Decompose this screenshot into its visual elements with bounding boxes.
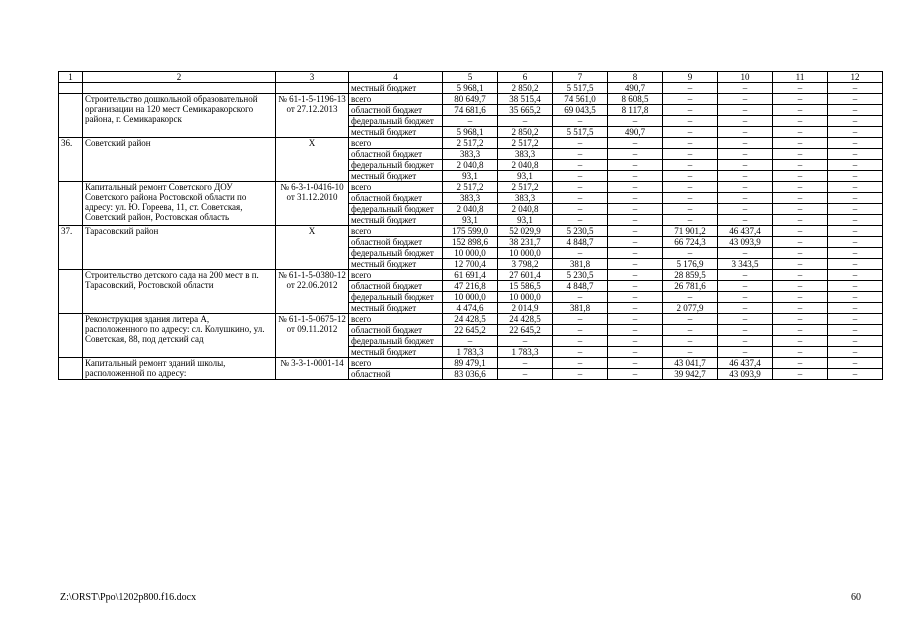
value-cell: – [718,303,773,314]
value-cell: – [663,127,718,138]
column-header: 8 [608,72,663,83]
budget-source: всего [349,138,443,149]
value-cell: 3 798,2 [498,259,553,270]
value-cell: 2 040,8 [498,204,553,215]
value-cell: – [663,336,718,347]
value-cell: 26 781,6 [663,281,718,292]
budget-source: всего [349,182,443,193]
row-number [59,83,83,94]
value-cell: 38 231,7 [498,237,553,248]
value-cell: – [663,325,718,336]
column-header: 10 [718,72,773,83]
row-number [59,314,83,358]
value-cell: – [828,314,883,325]
row-number [59,182,83,226]
value-cell: – [608,138,663,149]
value-cell: – [828,325,883,336]
value-cell: – [553,215,608,226]
value-cell: – [608,358,663,369]
value-cell: 10 000,0 [443,248,498,259]
value-cell: – [718,248,773,259]
value-cell: 46 437,4 [718,226,773,237]
value-cell: – [828,94,883,105]
value-cell: 69 043,5 [553,105,608,116]
value-cell: – [663,193,718,204]
value-cell: 2 850,2 [498,83,553,94]
value-cell: – [608,281,663,292]
value-cell: 1 783,3 [443,347,498,358]
value-cell: 383,3 [443,149,498,160]
value-cell: – [773,127,828,138]
value-cell: 4 848,7 [553,237,608,248]
value-cell: – [828,215,883,226]
object-name: Реконструкция здания литера А, расположенного по адресу: сл. Колушкино, ул. Советская, 88, под детский сад [83,314,276,358]
value-cell: 93,1 [498,215,553,226]
value-cell: – [553,336,608,347]
value-cell: 93,1 [443,215,498,226]
value-cell: 83 036,6 [443,369,498,380]
document-ref: Х [276,138,349,182]
budget-source: всего [349,358,443,369]
table-row [59,83,883,94]
value-cell: – [828,281,883,292]
value-cell: – [773,83,828,94]
value-cell: – [718,270,773,281]
value-cell: – [773,303,828,314]
value-cell: – [498,116,553,127]
value-cell: – [663,314,718,325]
value-cell: – [718,105,773,116]
header-row [59,72,883,83]
value-cell: 24 428,5 [498,314,553,325]
object-name: Строительство дошкольной образовательной организации на 120 мест Семикаракорского района, г. Семикаракорск [83,94,276,138]
value-cell: 12 700,4 [443,259,498,270]
row-number [59,94,83,138]
value-cell: – [718,149,773,160]
column-header: 12 [828,72,883,83]
value-cell: – [773,204,828,215]
budget-source: областной бюджет [349,149,443,160]
value-cell: – [663,116,718,127]
value-cell: 490,7 [608,127,663,138]
object-name: Строительство детского сада на 200 мест в п. Тарасовский, Ростовской области [83,270,276,314]
value-cell: – [828,303,883,314]
value-cell: 47 216,8 [443,281,498,292]
value-cell: – [553,292,608,303]
budget-source: федеральный бюджет [349,248,443,259]
column-header: 5 [443,72,498,83]
column-header: 6 [498,72,553,83]
value-cell: – [498,336,553,347]
value-cell: – [553,204,608,215]
value-cell: 38 515,4 [498,94,553,105]
value-cell: – [828,116,883,127]
value-cell: – [828,226,883,237]
value-cell: – [828,138,883,149]
value-cell: 4 848,7 [553,281,608,292]
value-cell: – [553,325,608,336]
value-cell: 383,3 [498,193,553,204]
value-cell: – [608,314,663,325]
budget-source: местный бюджет [349,347,443,358]
value-cell: 5 230,5 [553,226,608,237]
value-cell: 381,8 [553,303,608,314]
value-cell: 1 783,3 [498,347,553,358]
value-cell: – [718,160,773,171]
value-cell: – [773,116,828,127]
object-name [83,83,276,94]
value-cell: – [663,171,718,182]
value-cell: – [773,237,828,248]
value-cell: – [663,204,718,215]
column-header: 9 [663,72,718,83]
value-cell: – [663,182,718,193]
value-cell: – [663,160,718,171]
budget-source: местный бюджет [349,83,443,94]
row-number: 37. [59,226,83,270]
value-cell: 93,1 [443,171,498,182]
value-cell: – [718,325,773,336]
budget-source: местный бюджет [349,127,443,138]
value-cell: – [773,138,828,149]
value-cell: 5 968,1 [443,127,498,138]
value-cell: – [773,149,828,160]
value-cell: – [663,347,718,358]
value-cell: 3 343,5 [718,259,773,270]
column-header: 4 [349,72,443,83]
value-cell: – [553,182,608,193]
value-cell: – [553,149,608,160]
value-cell: 2 040,8 [443,160,498,171]
value-cell: 22 645,2 [443,325,498,336]
document-ref: № 61-1-5-1196-13 от 27.12.2013 [276,94,349,138]
table-row [59,314,883,325]
value-cell: 2 517,2 [498,138,553,149]
value-cell: – [663,138,718,149]
value-cell: – [773,248,828,259]
value-cell: – [443,336,498,347]
budget-source: областной бюджет [349,193,443,204]
budget-source: федеральный бюджет [349,160,443,171]
budget-source: федеральный бюджет [349,292,443,303]
value-cell: – [828,347,883,358]
document-ref: № 6-3-1-0416-10 от 31.12.2010 [276,182,349,226]
value-cell: – [828,369,883,380]
value-cell: 152 898,6 [443,237,498,248]
document-ref [276,83,349,94]
value-cell: – [718,182,773,193]
value-cell: 2 014,9 [498,303,553,314]
value-cell: 43 093,9 [718,237,773,248]
value-cell: – [773,292,828,303]
value-cell: – [773,325,828,336]
value-cell: – [773,160,828,171]
budget-source: областной бюджет [349,105,443,116]
document-ref: Х [276,226,349,270]
value-cell: – [828,336,883,347]
budget-source: федеральный бюджет [349,336,443,347]
value-cell: – [718,127,773,138]
value-cell: – [828,204,883,215]
budget-table [58,71,883,380]
value-cell: 93,1 [498,171,553,182]
row-number: 36. [59,138,83,182]
value-cell: – [553,160,608,171]
value-cell: – [828,270,883,281]
table-row [59,270,883,281]
budget-source: местный бюджет [349,303,443,314]
budget-source: федеральный бюджет [349,116,443,127]
value-cell: – [443,116,498,127]
value-cell: – [663,248,718,259]
value-cell: – [718,94,773,105]
value-cell: 381,8 [553,259,608,270]
value-cell: – [828,105,883,116]
value-cell: – [773,336,828,347]
value-cell: 490,7 [608,83,663,94]
value-cell: – [608,347,663,358]
value-cell: – [608,182,663,193]
value-cell: – [553,314,608,325]
budget-source: местный бюджет [349,215,443,226]
column-header: 1 [59,72,83,83]
value-cell: – [553,138,608,149]
value-cell: – [663,292,718,303]
row-number [59,270,83,314]
object-name: Капитальный ремонт Советского ДОУ Советского района Ростовской области по адресу: ул. Ю. Гореева, 11, ст. Советская, Советский район, Ростовская область [83,182,276,226]
value-cell: – [718,204,773,215]
value-cell: 8 608,5 [608,94,663,105]
value-cell: – [663,83,718,94]
value-cell: – [718,281,773,292]
value-cell: – [718,347,773,358]
value-cell: 61 691,4 [443,270,498,281]
value-cell: – [608,149,663,160]
value-cell: – [718,215,773,226]
value-cell: – [718,138,773,149]
value-cell: – [773,193,828,204]
value-cell: – [718,116,773,127]
value-cell: – [608,303,663,314]
value-cell: – [608,116,663,127]
value-cell: 2 850,2 [498,127,553,138]
object-name: Советский район [83,138,276,182]
value-cell: – [498,358,553,369]
value-cell: 43 041,7 [663,358,718,369]
page-number: 60 [851,592,861,603]
value-cell: 66 724,3 [663,237,718,248]
value-cell: 2 040,8 [498,160,553,171]
value-cell: 22 645,2 [498,325,553,336]
value-cell: – [553,347,608,358]
value-cell: – [608,325,663,336]
value-cell: 5 176,9 [663,259,718,270]
table-row [59,182,883,193]
value-cell: 5 230,5 [553,270,608,281]
value-cell: – [608,369,663,380]
value-cell: – [608,215,663,226]
value-cell: – [718,193,773,204]
value-cell: – [608,226,663,237]
value-cell: – [773,358,828,369]
value-cell: – [718,171,773,182]
document-ref: № 61-1-5-0675-12 от 09.11.2012 [276,314,349,358]
value-cell: – [608,292,663,303]
budget-source: областной бюджет [349,325,443,336]
value-cell: 74 561,0 [553,94,608,105]
value-cell: 27 601,4 [498,270,553,281]
value-cell: – [608,259,663,270]
value-cell: 43 093,9 [718,369,773,380]
value-cell: – [773,281,828,292]
value-cell: – [663,94,718,105]
value-cell: – [773,94,828,105]
budget-source: федеральный бюджет [349,204,443,215]
budget-source: областной бюджет [349,237,443,248]
value-cell: 2 040,8 [443,204,498,215]
value-cell: 4 474,6 [443,303,498,314]
value-cell: 10 000,0 [498,292,553,303]
value-cell: – [828,259,883,270]
value-cell: – [773,369,828,380]
table-row [59,138,883,149]
budget-source: местный бюджет [349,259,443,270]
value-cell: 2 077,9 [663,303,718,314]
value-cell: – [663,215,718,226]
value-cell: 8 117,8 [608,105,663,116]
value-cell: – [608,204,663,215]
budget-source: областной бюджет [349,281,443,292]
value-cell: 5 517,5 [553,83,608,94]
value-cell: – [718,292,773,303]
value-cell: 2 517,2 [498,182,553,193]
value-cell: 71 901,2 [663,226,718,237]
value-cell: – [553,171,608,182]
table-row [59,358,883,369]
value-cell: – [773,314,828,325]
value-cell: – [663,149,718,160]
value-cell: – [828,83,883,94]
row-number [59,358,83,380]
object-name: Капитальный ремонт зданий школы, расположенной по адресу: [83,358,276,380]
value-cell: 28 859,5 [663,270,718,281]
value-cell: 74 681,6 [443,105,498,116]
value-cell: 383,3 [498,149,553,160]
value-cell: – [608,336,663,347]
budget-source: областной [349,369,443,380]
document-ref: № 3-3-1-0001-14 [276,358,349,380]
value-cell: 24 428,5 [443,314,498,325]
value-cell: – [608,237,663,248]
value-cell: – [828,358,883,369]
value-cell: – [718,336,773,347]
budget-source: всего [349,270,443,281]
value-cell: – [828,182,883,193]
value-cell: – [553,116,608,127]
value-cell: – [608,193,663,204]
budget-source: всего [349,226,443,237]
column-header: 2 [83,72,276,83]
column-header: 3 [276,72,349,83]
value-cell: – [773,215,828,226]
value-cell: – [608,248,663,259]
value-cell: – [608,171,663,182]
object-name: Тарасовский район [83,226,276,270]
value-cell: – [608,160,663,171]
value-cell: – [498,369,553,380]
value-cell: 383,3 [443,193,498,204]
file-path: Z:\ORST\Ppo\1202p800.f16.docx [60,592,197,603]
value-cell: – [773,182,828,193]
value-cell: – [828,127,883,138]
value-cell: 10 000,0 [443,292,498,303]
value-cell: 89 479,1 [443,358,498,369]
value-cell: – [828,292,883,303]
value-cell: – [608,270,663,281]
value-cell: – [828,248,883,259]
value-cell: – [553,193,608,204]
value-cell: – [828,171,883,182]
value-cell: 5 968,1 [443,83,498,94]
value-cell: – [828,160,883,171]
value-cell: 35 665,2 [498,105,553,116]
value-cell: 39 942,7 [663,369,718,380]
value-cell: – [828,193,883,204]
budget-source: местный бюджет [349,171,443,182]
budget-source: всего [349,314,443,325]
value-cell: – [553,248,608,259]
value-cell: – [773,347,828,358]
value-cell: – [773,171,828,182]
value-cell: – [553,358,608,369]
value-cell: – [773,226,828,237]
document-ref: № 61-1-5-0380-12 от 22.06.2012 [276,270,349,314]
value-cell: 80 649,7 [443,94,498,105]
value-cell: 52 029,9 [498,226,553,237]
value-cell: – [773,270,828,281]
budget-source: всего [349,94,443,105]
value-cell: – [773,259,828,270]
value-cell: 175 599,0 [443,226,498,237]
value-cell: – [773,105,828,116]
column-header: 7 [553,72,608,83]
value-cell: – [663,105,718,116]
value-cell: 2 517,2 [443,182,498,193]
value-cell: – [718,314,773,325]
column-header: 11 [773,72,828,83]
value-cell: – [828,149,883,160]
value-cell: 2 517,2 [443,138,498,149]
value-cell: – [828,237,883,248]
table-row [59,226,883,237]
value-cell: – [718,83,773,94]
value-cell: 15 586,5 [498,281,553,292]
value-cell: 10 000,0 [498,248,553,259]
table-row [59,94,883,105]
value-cell: 46 437,4 [718,358,773,369]
value-cell: 5 517,5 [553,127,608,138]
value-cell: – [553,369,608,380]
